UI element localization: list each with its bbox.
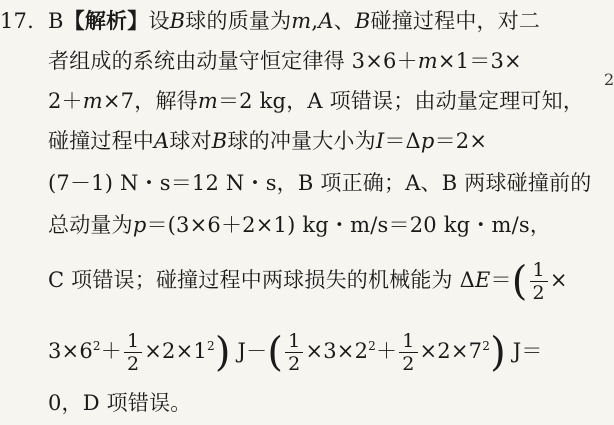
var: p xyxy=(420,129,435,153)
text: ×3×2 xyxy=(305,339,369,363)
fraction xyxy=(285,330,303,375)
superscript: 2 xyxy=(368,339,377,353)
paren: ( xyxy=(267,329,284,376)
text: ＝Δ xyxy=(384,129,421,153)
solution-line-6 xyxy=(48,210,551,240)
var: m xyxy=(82,89,103,113)
var: E xyxy=(474,268,491,292)
fraction xyxy=(530,259,548,304)
paren: ) xyxy=(490,329,506,376)
var: B xyxy=(169,9,186,33)
text: 0，D 项错误。 xyxy=(48,391,192,415)
var: A xyxy=(318,9,334,33)
text: , xyxy=(311,9,319,33)
var: I xyxy=(375,129,385,153)
numerator: 1 xyxy=(124,330,142,353)
numerator: 1 xyxy=(530,259,548,282)
text: J＝ xyxy=(505,339,543,363)
text: ×2×7 xyxy=(419,339,483,363)
text: ×7，解得 xyxy=(102,89,198,113)
solution-line-8 xyxy=(48,324,543,375)
var: B xyxy=(211,129,228,153)
var: m xyxy=(291,9,312,33)
denominator: 2 xyxy=(126,353,140,375)
question-number: 17. xyxy=(0,9,34,33)
paren: ) xyxy=(214,329,231,376)
superscript: 2 xyxy=(92,339,101,353)
text: ＝ xyxy=(490,268,512,292)
text: 2＋ xyxy=(48,89,83,113)
fraction xyxy=(399,330,417,375)
analysis-tag: 【解析】 xyxy=(63,9,149,33)
text: 碰撞过程中 xyxy=(48,129,154,153)
superscript: 2 xyxy=(206,339,215,353)
solution-line-3 xyxy=(48,86,584,116)
var: A xyxy=(154,129,170,153)
text: ＝2× xyxy=(434,129,488,153)
denominator: 2 xyxy=(532,282,545,304)
numerator: 1 xyxy=(399,330,417,353)
text: 球的质量为 xyxy=(185,9,292,33)
solution-line-4 xyxy=(48,126,487,156)
paren: ( xyxy=(511,258,528,305)
numerator: 1 xyxy=(285,330,303,353)
text: 总动量为 xyxy=(48,213,133,237)
denominator: 2 xyxy=(288,353,301,375)
text: C 项错误；碰撞过程中两球损失的机械能为 Δ xyxy=(48,268,475,292)
text: ×1＝3× xyxy=(437,49,522,73)
denominator: 2 xyxy=(402,353,415,375)
var: B xyxy=(354,9,371,33)
superscript: 2 xyxy=(482,339,491,353)
solution-line-7 xyxy=(48,258,568,304)
text: 球对 xyxy=(169,129,212,153)
text: 3×6 xyxy=(48,339,93,363)
text: (7－1) N・s＝12 N・s，B 项正确；A、B 两球碰撞前的 xyxy=(48,171,592,195)
text: 设 xyxy=(148,9,170,33)
solution-line-1 xyxy=(0,6,540,36)
solution-line-5 xyxy=(48,168,591,198)
text: J－ xyxy=(230,339,268,363)
solution-line-2 xyxy=(48,46,522,76)
text: ＝(3×6＋2×1) kg・m/s＝20 kg・m/s， xyxy=(146,213,552,237)
text: ＋ xyxy=(376,339,398,363)
var: p xyxy=(132,213,147,237)
text: 者组成的系统由动量守恒定律得 3×6＋ xyxy=(48,49,418,73)
text: 碰撞过程中，对二 xyxy=(370,9,541,33)
var: m xyxy=(417,49,438,73)
cropped-edge-glyph: 2 xyxy=(604,70,614,89)
var: m xyxy=(197,89,218,113)
text: 、 xyxy=(333,9,355,33)
text: ＝2 kg，A 项错误；由动量定理可知， xyxy=(217,89,585,113)
fraction xyxy=(124,330,142,375)
text: × xyxy=(549,268,568,292)
text: ×2×1 xyxy=(144,339,207,363)
answer-letter: B xyxy=(48,9,64,33)
solution-line-9 xyxy=(48,388,191,418)
text: 球的冲量大小为 xyxy=(227,129,376,153)
text: ＋ xyxy=(100,339,122,363)
